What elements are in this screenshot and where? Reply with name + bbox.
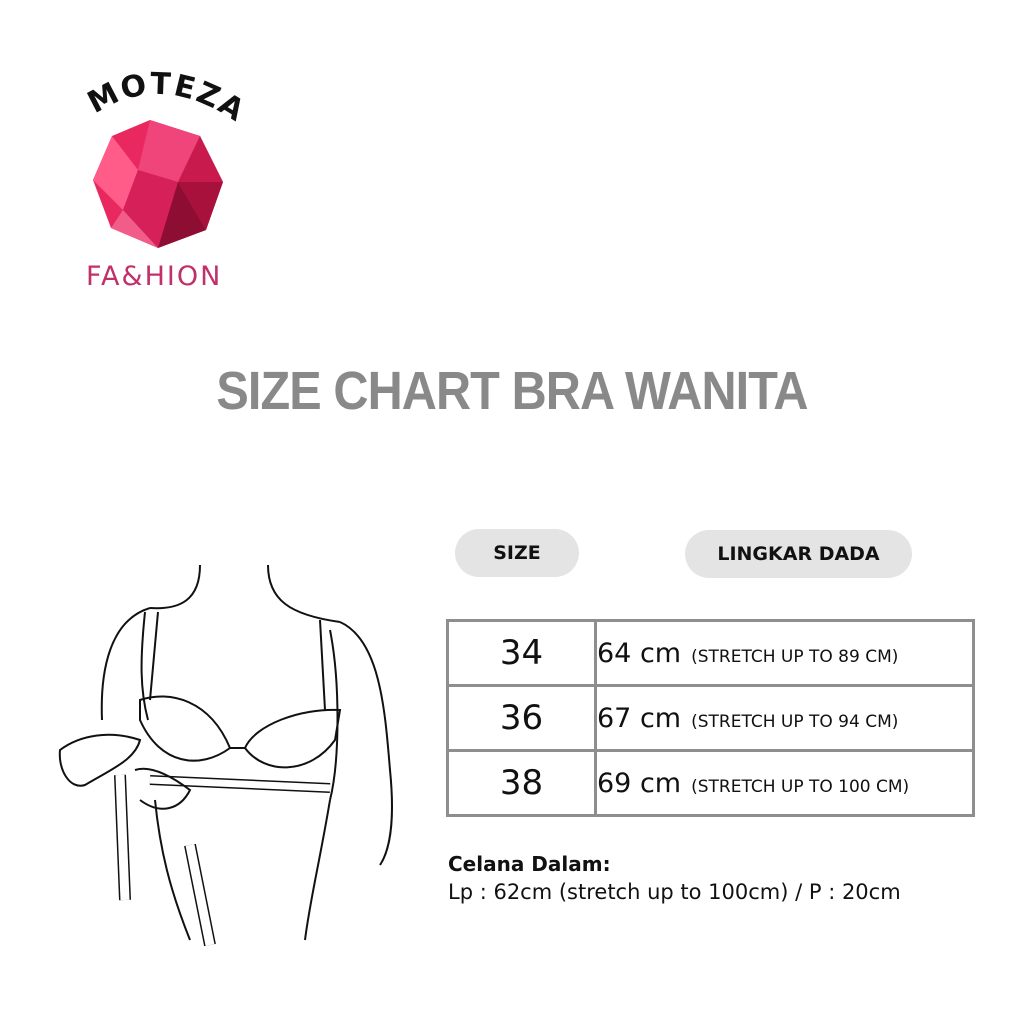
chest-cm: 67 cm — [597, 702, 682, 734]
table-row — [448, 751, 974, 816]
underwear-note-title: Celana Dalam: — [448, 852, 611, 876]
measure-cell — [596, 621, 974, 686]
measure-cell — [596, 686, 974, 751]
brand-logo — [78, 70, 253, 295]
header-size: SIZE — [455, 529, 579, 577]
chest-cm: 69 cm — [597, 767, 682, 799]
size-cell: 36 — [448, 686, 596, 751]
table-row — [448, 686, 974, 751]
table-row — [448, 621, 974, 686]
stretch-note: (STRETCH UP TO 100 CM) — [691, 776, 910, 797]
moteza-fashion-logo — [78, 70, 253, 295]
bra-measuring-tape-icon — [40, 560, 430, 950]
size-cell: 34 — [448, 621, 596, 686]
size-table — [446, 619, 975, 817]
page-title: SIZE CHART BRA WANITA — [216, 361, 808, 421]
svg-text:MOTEZA: MOTEZA — [82, 70, 252, 130]
svg-text:FA&HION: FA&HION — [86, 261, 223, 292]
size-cell: 38 — [448, 751, 596, 816]
stretch-note: (STRETCH UP TO 89 CM) — [691, 646, 899, 667]
measure-cell — [596, 751, 974, 816]
underwear-note-line: Lp : 62cm (stretch up to 100cm) / P : 20cm — [448, 880, 901, 904]
header-chest-circumference: LINGKAR DADA — [685, 530, 912, 578]
stretch-note: (STRETCH UP TO 94 CM) — [691, 711, 899, 732]
chest-cm: 64 cm — [597, 637, 682, 669]
